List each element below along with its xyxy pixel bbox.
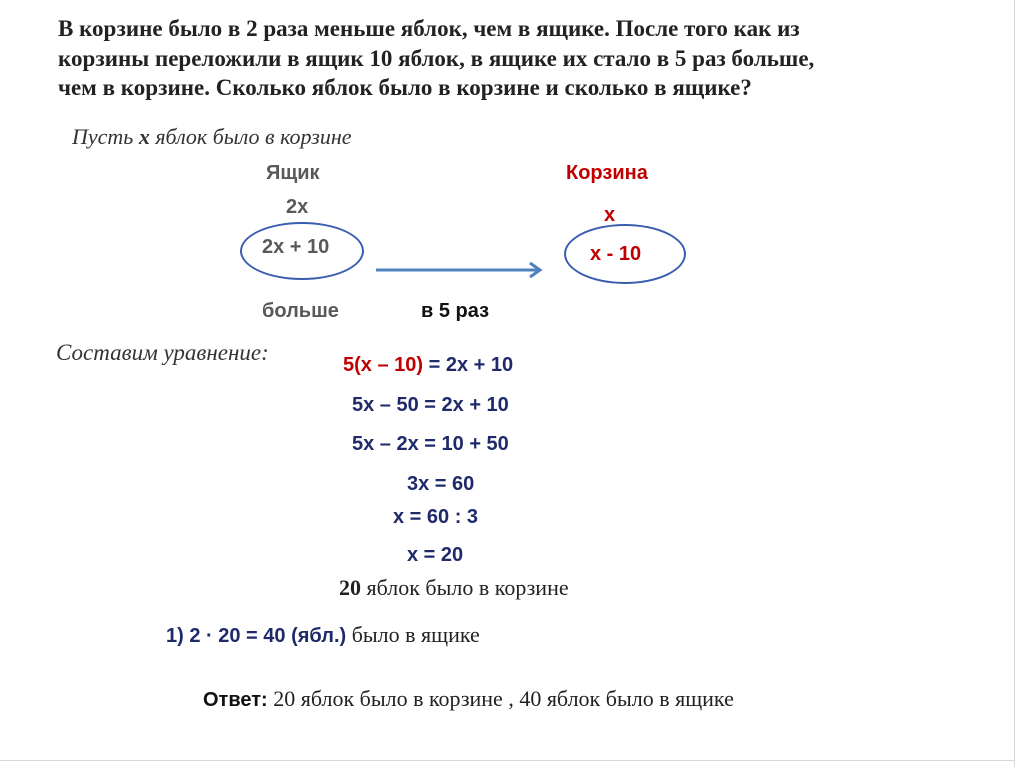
box-initial: 2x: [286, 196, 309, 218]
equation-line-1: [343, 354, 513, 377]
step-1: [166, 622, 480, 648]
problem-statement: [58, 14, 928, 103]
answer: [203, 686, 734, 712]
basket-label: Корзина: [566, 162, 648, 184]
step-1-text: было в ящике: [346, 622, 480, 647]
basket-after: x - 10: [590, 243, 642, 265]
more-label: больше: [262, 300, 339, 322]
equation-paren: (x – 10): [354, 354, 424, 376]
times-label: в 5 раз: [421, 300, 490, 322]
problem-line-2: корзины переложили в ящик 10 яблок, в ящике их стало в 5 раз больше,: [58, 45, 815, 71]
transfer-arrow-icon: [370, 258, 550, 282]
box-label: Ящик: [266, 162, 320, 184]
answer-label: Ответ:: [203, 689, 268, 711]
equation-line-4: 3x = 60: [407, 473, 475, 495]
let-variable: x: [138, 124, 150, 149]
equation-label: Составим уравнение:: [56, 340, 269, 365]
equation-line-6: x = 20: [407, 544, 464, 566]
equation-line-5: x = 60 : 3: [393, 506, 479, 528]
step-1-calc: 1) 2 · 20 = 40 (ябл.): [166, 625, 347, 647]
let-suffix: яблок было в корзине: [155, 124, 352, 149]
basket-initial: x: [604, 204, 616, 226]
result-basket-text: яблок было в корзине: [361, 575, 569, 600]
slide-edge-right: [1014, 0, 1015, 767]
result-basket-number: 20: [339, 575, 361, 600]
problem-line-1: В корзине было в 2 раза меньше яблок, чем в ящике. После того как из: [58, 16, 800, 41]
let-statement: [72, 124, 352, 150]
answer-text: 20 яблок было в корзине , 40 яблок было в ящике: [267, 686, 734, 711]
equation-line-3: 5x – 2x = 10 + 50: [352, 433, 509, 455]
equation-coef: 5: [343, 354, 355, 376]
equation-rest: = 2x + 10: [423, 354, 514, 376]
slide-edge-bottom: [0, 760, 1015, 761]
box-after: 2x + 10: [262, 236, 330, 258]
let-prefix: Пусть: [72, 124, 134, 149]
problem-line-3: чем в корзине. Сколько яблок было в корзине и сколько в ящике?: [58, 75, 752, 100]
result-basket: [339, 575, 569, 601]
equation-line-2: 5x – 50 = 2x + 10: [352, 394, 509, 416]
